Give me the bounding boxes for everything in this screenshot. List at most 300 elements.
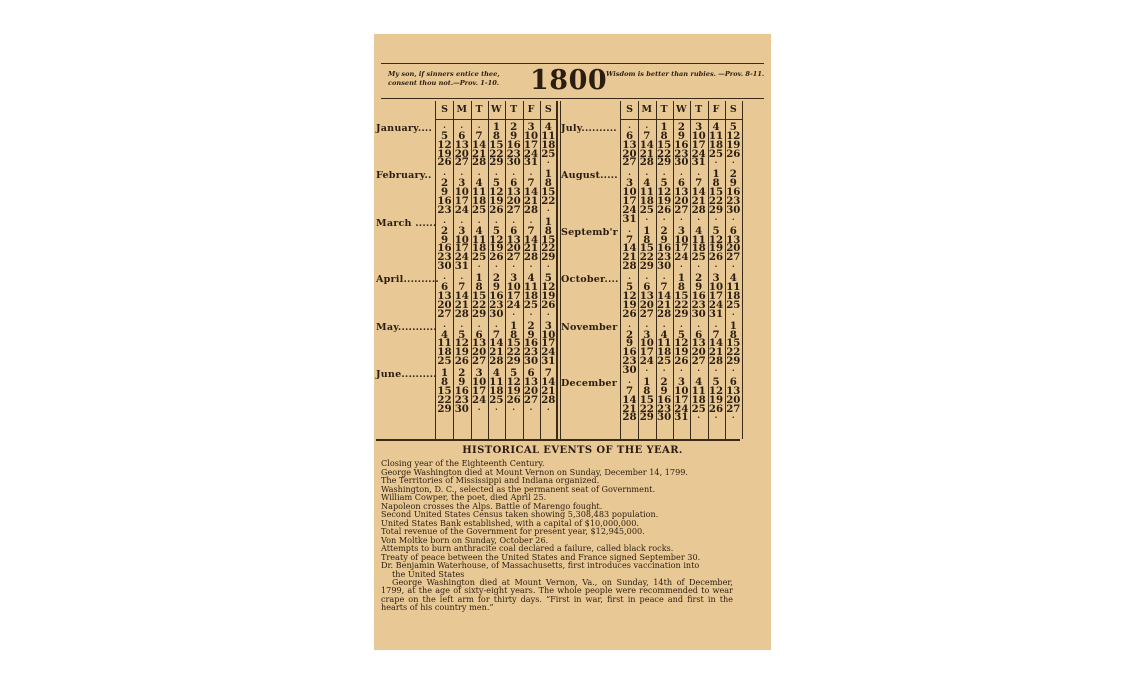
day-cell: · bbox=[628, 225, 631, 236]
weekday-header: T bbox=[510, 104, 518, 115]
day-cell: 17 bbox=[506, 289, 521, 302]
day-cell: 21 bbox=[639, 147, 654, 160]
day-cell: 17 bbox=[708, 289, 724, 302]
day-cell: 25 bbox=[489, 393, 504, 406]
events-title: HISTORICAL EVENTS OF THE YEAR. bbox=[462, 445, 683, 456]
day-cell: 7 bbox=[492, 328, 500, 341]
day-cell: 6 bbox=[527, 367, 535, 380]
day-cell: · bbox=[679, 261, 683, 272]
event-line: United States Bank established, with a capital of $10,000,000. bbox=[381, 517, 639, 528]
day-cell: 29 bbox=[639, 411, 654, 424]
day-cell: 8 bbox=[643, 384, 651, 397]
day-cell: 11 bbox=[523, 281, 539, 294]
day-cell: 7 bbox=[643, 129, 651, 142]
day-cell: 13 bbox=[639, 289, 654, 302]
month-label: April.......... bbox=[376, 274, 439, 286]
day-cell: · bbox=[512, 308, 516, 319]
day-cell: 4 bbox=[695, 375, 703, 388]
day-cell: · bbox=[679, 169, 683, 180]
day-cell: 4 bbox=[712, 121, 720, 133]
day-cell: 7 bbox=[695, 177, 703, 190]
day-cell: 8 bbox=[440, 375, 449, 388]
day-cell: 25 bbox=[472, 251, 487, 264]
day-cell: · bbox=[697, 213, 701, 224]
day-cell: 20 bbox=[622, 147, 637, 160]
day-cell: 15 bbox=[708, 186, 724, 199]
day-cell: 9 bbox=[660, 233, 668, 246]
day-cell: 11 bbox=[708, 129, 724, 142]
day-cell: 11 bbox=[472, 233, 487, 246]
day-cell: 2 bbox=[660, 224, 668, 237]
day-cell: 2 bbox=[660, 375, 668, 388]
day-cell: 4 bbox=[544, 121, 552, 133]
day-cell: 7 bbox=[527, 224, 535, 237]
day-cell: 19 bbox=[506, 384, 521, 397]
day-cell: 23 bbox=[437, 251, 452, 264]
month-label: October.... bbox=[561, 274, 619, 286]
day-cell: 1 bbox=[643, 224, 651, 237]
day-cell: 14 bbox=[657, 289, 672, 302]
day-cell: · bbox=[731, 261, 735, 272]
day-cell: · bbox=[679, 364, 683, 375]
day-cell: 20 bbox=[454, 147, 469, 160]
day-cell: 18 bbox=[708, 138, 724, 151]
day-cell: 5 bbox=[660, 177, 668, 190]
day-cell: · bbox=[714, 320, 718, 331]
day-cell: 3 bbox=[458, 224, 466, 237]
day-cell: 22 bbox=[674, 298, 689, 311]
day-cell: 30 bbox=[437, 260, 452, 273]
day-cell: 5 bbox=[510, 367, 518, 380]
month-label: Septemb'r bbox=[561, 226, 618, 238]
day-cell: 13 bbox=[437, 289, 452, 302]
day-cell: 29 bbox=[472, 307, 487, 320]
day-cell: · bbox=[679, 320, 683, 331]
day-cell: 19 bbox=[708, 242, 724, 255]
day-cell: 29 bbox=[657, 156, 672, 169]
day-cell: 16 bbox=[454, 384, 469, 397]
day-cell: · bbox=[679, 213, 683, 224]
day-cell: 31 bbox=[541, 355, 556, 368]
event-line: Attempts to burn anthracite coal declared a failure, called black rocks. bbox=[381, 543, 674, 553]
day-cell: · bbox=[697, 261, 701, 272]
day-cell: 21 bbox=[691, 195, 706, 207]
day-cell: 16 bbox=[523, 337, 539, 350]
day-cell: 10 bbox=[454, 233, 469, 246]
day-cell: 28 bbox=[523, 251, 539, 264]
day-cell: 2 bbox=[695, 272, 703, 285]
day-cell: 7 bbox=[660, 281, 668, 294]
day-cell: · bbox=[714, 157, 718, 168]
day-cell: 22 bbox=[657, 147, 672, 160]
day-cell: · bbox=[443, 169, 446, 180]
day-cell: 17 bbox=[639, 346, 654, 359]
day-cell: 17 bbox=[541, 337, 556, 350]
event-line: Napoleon crosses the Alps. Battle of Marengo fought. bbox=[381, 500, 603, 511]
day-cell: 3 bbox=[677, 224, 685, 237]
day-cell: 25 bbox=[657, 355, 672, 368]
day-cell: 22 bbox=[708, 195, 724, 207]
day-cell: 4 bbox=[643, 177, 651, 190]
day-cell: 20 bbox=[523, 384, 539, 397]
day-cell: · bbox=[628, 122, 631, 132]
day-cell: 1 bbox=[643, 375, 651, 388]
day-cell: 20 bbox=[506, 195, 521, 207]
day-cell: 25 bbox=[541, 147, 556, 160]
day-cell: 2 bbox=[440, 177, 449, 190]
day-cell: 9 bbox=[729, 177, 737, 190]
day-cell: · bbox=[731, 308, 735, 319]
day-cell: 1 bbox=[544, 168, 552, 181]
day-cell: 19 bbox=[657, 195, 672, 207]
day-cell: 28 bbox=[523, 203, 539, 216]
day-cell: 12 bbox=[622, 289, 637, 302]
day-cell: 5 bbox=[712, 375, 720, 388]
day-cell: 30 bbox=[489, 307, 504, 320]
calendar bbox=[374, 101, 771, 441]
day-cell: 30 bbox=[691, 307, 706, 320]
day-cell: 18 bbox=[691, 242, 706, 255]
day-cell: 11 bbox=[541, 129, 556, 142]
day-cell: 6 bbox=[440, 281, 449, 294]
day-cell: 14 bbox=[523, 233, 539, 246]
event-line: Von Moltke born on Sunday, October 26. bbox=[381, 534, 549, 545]
day-cell: 2 bbox=[625, 328, 634, 341]
day-cell: 4 bbox=[527, 272, 535, 285]
day-cell: 13 bbox=[622, 138, 637, 151]
day-cell: 29 bbox=[726, 355, 741, 368]
day-cell: 22 bbox=[726, 346, 741, 359]
event-line: The Territories of Mississippi and Indiana organized. bbox=[381, 475, 600, 485]
day-cell: 9 bbox=[677, 129, 685, 142]
day-cell: 26 bbox=[708, 251, 724, 264]
day-cell: 13 bbox=[506, 233, 521, 246]
day-cell: 18 bbox=[472, 242, 487, 255]
day-cell: 29 bbox=[489, 156, 504, 169]
day-cell: 18 bbox=[489, 384, 504, 397]
day-cell: 3 bbox=[643, 328, 651, 341]
month-label: January.... bbox=[376, 123, 433, 134]
day-cell: 21 bbox=[523, 195, 539, 207]
day-cell: · bbox=[460, 122, 464, 132]
day-cell: 13 bbox=[523, 375, 539, 388]
day-cell: 21 bbox=[523, 242, 539, 255]
day-cell: · bbox=[529, 169, 533, 180]
weekday-header: S bbox=[729, 104, 737, 115]
day-cell: · bbox=[460, 169, 464, 180]
day-cell: 18 bbox=[437, 346, 452, 359]
day-cell: 5 bbox=[458, 328, 466, 341]
day-cell: 27 bbox=[523, 393, 539, 406]
day-cell: · bbox=[529, 403, 533, 414]
day-cell: 10 bbox=[472, 375, 487, 388]
day-cell: · bbox=[443, 273, 446, 284]
day-cell: 21 bbox=[489, 346, 504, 359]
day-cell: 20 bbox=[506, 242, 521, 255]
almanac-page bbox=[374, 34, 771, 650]
day-cell: 20 bbox=[639, 298, 654, 311]
day-cell: 27 bbox=[726, 402, 741, 415]
day-cell: 11 bbox=[691, 384, 706, 397]
historical-events bbox=[381, 445, 764, 612]
day-cell: 23 bbox=[657, 251, 672, 264]
day-cell: 28 bbox=[622, 260, 637, 273]
day-cell: 8 bbox=[729, 328, 737, 341]
day-cell: 10 bbox=[506, 281, 521, 294]
day-cell: 15 bbox=[437, 384, 452, 397]
day-cell: 16 bbox=[657, 242, 672, 255]
day-cell: 22 bbox=[639, 402, 654, 415]
day-cell: 16 bbox=[506, 138, 521, 151]
day-cell: 18 bbox=[657, 346, 672, 359]
day-cell: · bbox=[443, 216, 446, 227]
weekday-header: W bbox=[676, 104, 687, 115]
weekday-header: F bbox=[527, 104, 535, 115]
day-cell: · bbox=[494, 320, 498, 331]
day-cell: 28 bbox=[708, 355, 724, 368]
day-cell: 31 bbox=[691, 156, 706, 169]
day-cell: · bbox=[628, 273, 631, 284]
event-line: Second United States Census taken showing 5,308,483 population. bbox=[381, 509, 659, 519]
day-cell: 20 bbox=[437, 298, 452, 311]
day-cell: 15 bbox=[639, 242, 654, 255]
day-cell: · bbox=[714, 364, 718, 375]
day-cell: 27 bbox=[691, 355, 706, 368]
day-cell: 19 bbox=[622, 298, 637, 311]
day-cell: 18 bbox=[523, 289, 539, 302]
day-cell: · bbox=[546, 157, 550, 168]
day-cell: 19 bbox=[674, 346, 689, 359]
day-cell: 26 bbox=[622, 307, 637, 320]
day-cell: 6 bbox=[677, 177, 685, 190]
day-cell: 8 bbox=[677, 281, 685, 294]
day-cell: 27 bbox=[454, 156, 469, 169]
day-cell: 3 bbox=[695, 121, 703, 133]
day-cell: · bbox=[477, 403, 481, 414]
day-cell: 23 bbox=[489, 298, 504, 311]
day-cell: · bbox=[546, 204, 550, 215]
day-cell: 4 bbox=[660, 328, 668, 341]
page-header bbox=[381, 63, 764, 99]
day-cell: 21 bbox=[541, 384, 556, 397]
day-cell: 13 bbox=[726, 384, 741, 397]
day-cell: 9 bbox=[695, 281, 703, 294]
day-cell: 9 bbox=[527, 328, 535, 341]
day-cell: 10 bbox=[691, 129, 706, 142]
day-cell: 9 bbox=[440, 186, 449, 199]
day-cell: · bbox=[697, 320, 701, 331]
day-cell: 1 bbox=[712, 168, 720, 181]
event-list bbox=[381, 459, 764, 570]
day-cell: 2 bbox=[729, 168, 737, 181]
event-line: Closing year of the Eighteenth Century. bbox=[381, 458, 545, 468]
weekday-header: M bbox=[456, 104, 468, 115]
day-cell: 10 bbox=[523, 129, 539, 142]
day-cell: · bbox=[494, 216, 498, 227]
day-cell: · bbox=[731, 364, 735, 375]
day-cell: 24 bbox=[523, 147, 539, 160]
day-cell: 9 bbox=[492, 281, 500, 294]
day-cell: 16 bbox=[437, 195, 452, 207]
event-line: Treaty of peace between the United States and France signed September 30. bbox=[381, 551, 701, 562]
day-cell: 25 bbox=[437, 355, 452, 368]
day-cell: · bbox=[714, 213, 718, 224]
day-cell: · bbox=[645, 169, 649, 180]
day-cell: 6 bbox=[510, 224, 518, 237]
day-cell: 10 bbox=[639, 337, 654, 350]
day-cell: 3 bbox=[510, 272, 518, 285]
weekday-header: T bbox=[660, 104, 668, 115]
day-cell: 9 bbox=[510, 129, 518, 142]
day-cell: 4 bbox=[729, 272, 737, 285]
day-cell: · bbox=[662, 169, 666, 180]
day-cell: 7 bbox=[475, 129, 483, 142]
day-cell: · bbox=[714, 412, 718, 423]
day-cell: · bbox=[628, 376, 631, 387]
day-cell: 19 bbox=[708, 393, 724, 406]
day-cell: 20 bbox=[674, 195, 689, 207]
event-line: Total revenue of the Government for present year, $12,945,000. bbox=[381, 526, 645, 536]
day-cell: 5 bbox=[492, 177, 500, 190]
day-cell: 28 bbox=[691, 203, 706, 216]
day-cell: 7 bbox=[458, 281, 466, 294]
day-cell: 22 bbox=[639, 251, 654, 264]
day-cell: 15 bbox=[639, 393, 654, 406]
day-cell: 8 bbox=[544, 177, 552, 190]
day-cell: 16 bbox=[489, 289, 504, 302]
year-title: 1800 bbox=[530, 65, 608, 96]
month-label: June.......... bbox=[376, 369, 437, 381]
day-cell: 16 bbox=[437, 242, 452, 255]
day-cell: 6 bbox=[510, 177, 518, 190]
day-cell: · bbox=[529, 308, 533, 319]
day-cell: 8 bbox=[544, 224, 552, 237]
day-cell: 23 bbox=[506, 147, 521, 160]
day-cell: 26 bbox=[674, 355, 689, 368]
day-cell: 4 bbox=[492, 367, 500, 380]
day-cell: · bbox=[731, 213, 735, 224]
day-cell: 1 bbox=[677, 272, 685, 285]
month-label: May........... bbox=[376, 321, 437, 333]
day-cell: · bbox=[645, 320, 649, 331]
day-cell: 19 bbox=[489, 242, 504, 255]
day-cell: 11 bbox=[657, 337, 672, 350]
day-cell: 1 bbox=[510, 319, 518, 332]
day-cell: 3 bbox=[475, 367, 483, 380]
day-cell: 6 bbox=[458, 129, 466, 142]
day-cell: 31 bbox=[674, 411, 689, 424]
day-cell: 18 bbox=[691, 393, 706, 406]
event-line: Washington, D. C., selected as the permanent seat of Government. bbox=[381, 483, 656, 494]
day-cell: 23 bbox=[454, 393, 469, 406]
day-cell: 20 bbox=[726, 393, 741, 406]
day-cell: 28 bbox=[472, 156, 487, 169]
day-cell: 19 bbox=[489, 195, 504, 207]
day-cell: · bbox=[645, 364, 649, 375]
day-cell: 5 bbox=[625, 281, 634, 294]
event-line: William Cowper, the poet, died April 25. bbox=[381, 492, 547, 502]
day-cell: · bbox=[546, 308, 550, 319]
day-cell: 25 bbox=[726, 298, 741, 311]
month-label: February.. bbox=[376, 170, 432, 182]
calendar-right-half bbox=[559, 101, 741, 439]
day-cell: 12 bbox=[708, 233, 724, 246]
day-cell: 15 bbox=[541, 233, 556, 246]
day-cell: · bbox=[460, 216, 464, 227]
day-cell: 21 bbox=[708, 346, 724, 359]
day-cell: 10 bbox=[622, 186, 637, 199]
day-cell: 26 bbox=[437, 156, 452, 169]
day-cell: 3 bbox=[677, 375, 685, 388]
day-cell: 1 bbox=[440, 367, 449, 380]
day-cell: 27 bbox=[674, 203, 689, 216]
day-cell: 14 bbox=[708, 337, 724, 350]
day-cell: 17 bbox=[674, 393, 689, 406]
day-cell: · bbox=[645, 213, 649, 224]
day-cell: · bbox=[628, 320, 631, 331]
day-cell: 30 bbox=[674, 156, 689, 169]
day-cell: 25 bbox=[691, 402, 706, 415]
day-cell: 7 bbox=[527, 177, 535, 190]
day-cell: 25 bbox=[691, 251, 706, 264]
day-cell: · bbox=[662, 364, 666, 375]
day-cell: 29 bbox=[541, 251, 556, 264]
day-cell: 4 bbox=[440, 328, 449, 341]
day-cell: 23 bbox=[691, 298, 706, 311]
day-cell: 24 bbox=[674, 402, 689, 415]
day-cell: 9 bbox=[440, 233, 449, 246]
day-cell: 18 bbox=[639, 195, 654, 207]
day-cell: 2 bbox=[492, 272, 500, 285]
day-cell: 24 bbox=[454, 203, 469, 216]
day-cell: 16 bbox=[622, 346, 637, 359]
day-cell: 17 bbox=[472, 384, 487, 397]
day-cell: 20 bbox=[472, 346, 487, 359]
day-cell: 4 bbox=[475, 177, 483, 190]
day-cell: 26 bbox=[541, 298, 556, 311]
day-cell: 3 bbox=[544, 319, 552, 332]
day-cell: · bbox=[512, 169, 516, 180]
day-cell: 8 bbox=[492, 129, 500, 142]
day-cell: 5 bbox=[544, 272, 552, 285]
day-cell: · bbox=[662, 213, 666, 224]
day-cell: · bbox=[662, 273, 666, 284]
day-cell: · bbox=[546, 261, 550, 272]
month-label: August..... bbox=[561, 170, 618, 182]
day-cell: 22 bbox=[472, 298, 487, 311]
day-cell: · bbox=[477, 122, 481, 132]
day-cell: 9 bbox=[458, 375, 466, 388]
day-cell: 1 bbox=[544, 215, 552, 228]
day-cell: 24 bbox=[639, 355, 654, 368]
day-cell: 6 bbox=[729, 224, 737, 237]
day-cell: 11 bbox=[437, 337, 452, 350]
day-cell: 30 bbox=[454, 402, 469, 415]
day-cell: 6 bbox=[729, 375, 737, 388]
day-cell: 12 bbox=[489, 186, 504, 199]
day-cell: 11 bbox=[639, 186, 654, 199]
day-cell: · bbox=[731, 412, 735, 423]
day-cell: 6 bbox=[643, 281, 651, 294]
day-cell: 2 bbox=[458, 367, 466, 380]
day-cell: 26 bbox=[454, 355, 469, 368]
day-cell: · bbox=[628, 169, 631, 180]
day-cell: 30 bbox=[523, 355, 539, 368]
day-cell: 22 bbox=[541, 242, 556, 255]
day-cell: 12 bbox=[657, 186, 672, 199]
day-cell: 16 bbox=[691, 289, 706, 302]
day-cell: 3 bbox=[458, 177, 466, 190]
